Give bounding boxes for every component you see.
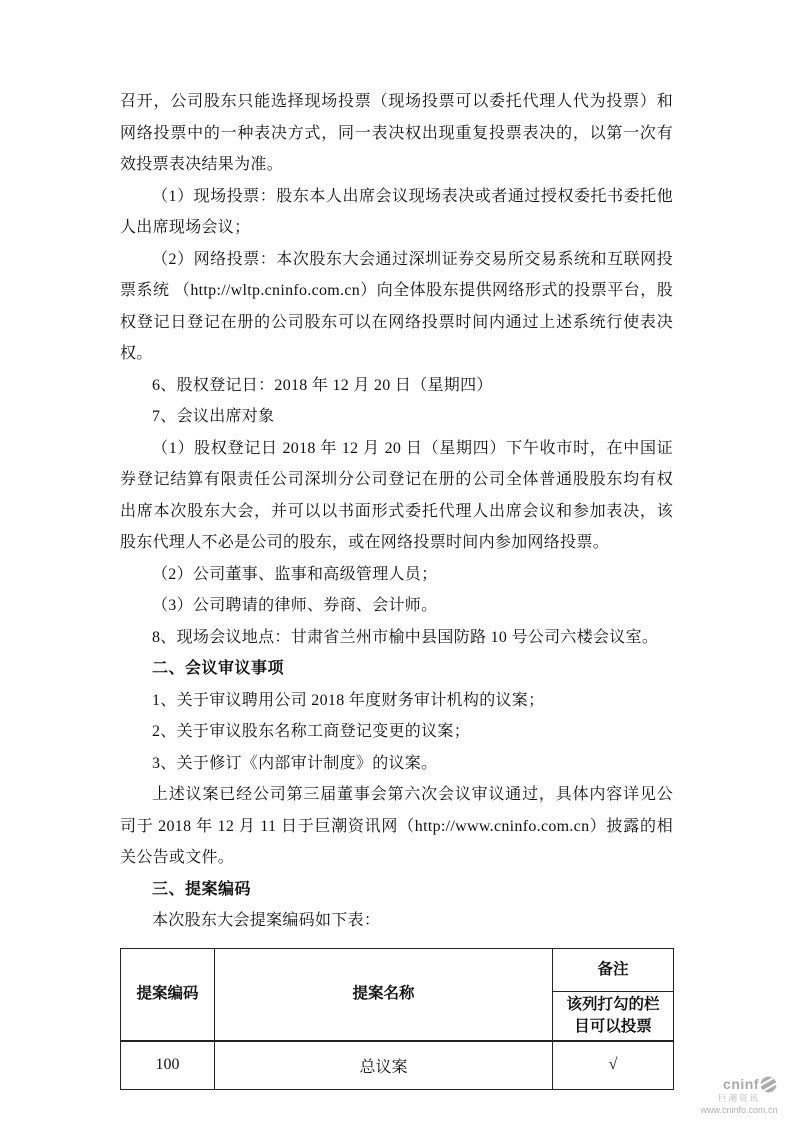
paragraph-online-voting: （2）网络投票：本次股东大会通过深圳证券交易所交易系统和互联网投票系统 （http://wltp.cninfo.com.cn）向全体股东提供网络形式的投票平台，股权登记日登记在册的公司股东可以在网络投票时间内通过上述系统行使表决权。 <box>120 250 673 362</box>
paragraph-meeting-location: 8、现场会议地点：甘肃省兰州市榆中县国防路 10 号公司六楼会议室。 <box>152 628 659 646</box>
paragraph-attendees-shareholders: （1）股权登记日 2018 年 12 月 20 日（星期四）下午收市时，在中国证券登记结算有限责任公司深圳分公司登记在册的公司全体普通股股东均有权出席本次股东大会，并可以以书面形式委托代理人出席会议和参加表决，该股东代理人不必是公司的股东，或在网络投票时间内参加网络投票。 <box>120 439 673 551</box>
paragraph-attendees-advisors: （3）公司聘请的律师、券商、会计师。 <box>152 597 438 614</box>
section-heading-proposal-code: 三、提案编码 <box>152 880 252 898</box>
col-header-proposal-name: 提案名称 <box>215 948 553 1041</box>
cninfo-url: www.cninfo.com.cn <box>700 1104 778 1115</box>
paragraph-record-date: 6、股权登记日：2018 年 12 月 20 日（星期四） <box>152 376 493 394</box>
cninfo-brand-chinese: 巨潮资讯 <box>717 1092 760 1103</box>
table-row <box>121 1041 674 1090</box>
proposal-code-table <box>120 948 674 1090</box>
paragraph-proposal-3: 3、关于修订《内部审计制度》的议案。 <box>152 754 438 772</box>
paragraph-onsite-voting: （1）现场投票：股东本人出席会议现场表决或者通过授权委托书委托他人出席现场会议； <box>120 187 673 236</box>
paragraph-attendees-directors: （2）公司董事、监事和高级管理人员； <box>152 565 438 583</box>
paragraph-proposal-1: 1、关于审议聘用公司 2018 年度财务审计机构的议案； <box>152 691 545 709</box>
document-body <box>120 86 673 1090</box>
cninfo-brand-row <box>689 1076 789 1093</box>
paragraph-disclosure-note: 上述议案已经公司第三届董事会第六次会议审议通过，具体内容详见公司于 2018 年 12 月 11 日于巨潮资讯网（http://www.cninfo.com.cn）披露的相关公告或文件。 <box>120 786 673 866</box>
cninfo-swirl-icon <box>760 1076 777 1093</box>
col-header-remark-note: 该列打勾的栏目可以投票 <box>553 991 674 1041</box>
paragraph-table-intro: 本次股东大会提案编码如下表： <box>152 912 381 929</box>
paragraph-attendees-title: 7、会议出席对象 <box>152 408 275 425</box>
col-header-remark: 备注 <box>553 948 674 991</box>
col-header-proposal-code: 提案编码 <box>121 948 215 1041</box>
cell-proposal-name: 总议案 <box>215 1041 553 1090</box>
paragraph-proposal-2: 2、关于审议股东名称工商登记变更的议案； <box>152 723 471 740</box>
paragraph-continuation: 召开，公司股东只能选择现场投票（现场投票可以委托代理人代为投票）和网络投票中的一种表决方式，同一表决权出现重复投票表决的，以第一次有效投票表决结果为准。 <box>120 93 673 173</box>
cninfo-watermark <box>689 1076 789 1115</box>
cninfo-brand-text: cninf <box>723 1076 759 1093</box>
cell-proposal-code: 100 <box>121 1041 215 1090</box>
section-heading-review-items: 二、会议审议事项 <box>152 660 285 677</box>
cell-remark-checkmark: √ <box>553 1041 674 1090</box>
